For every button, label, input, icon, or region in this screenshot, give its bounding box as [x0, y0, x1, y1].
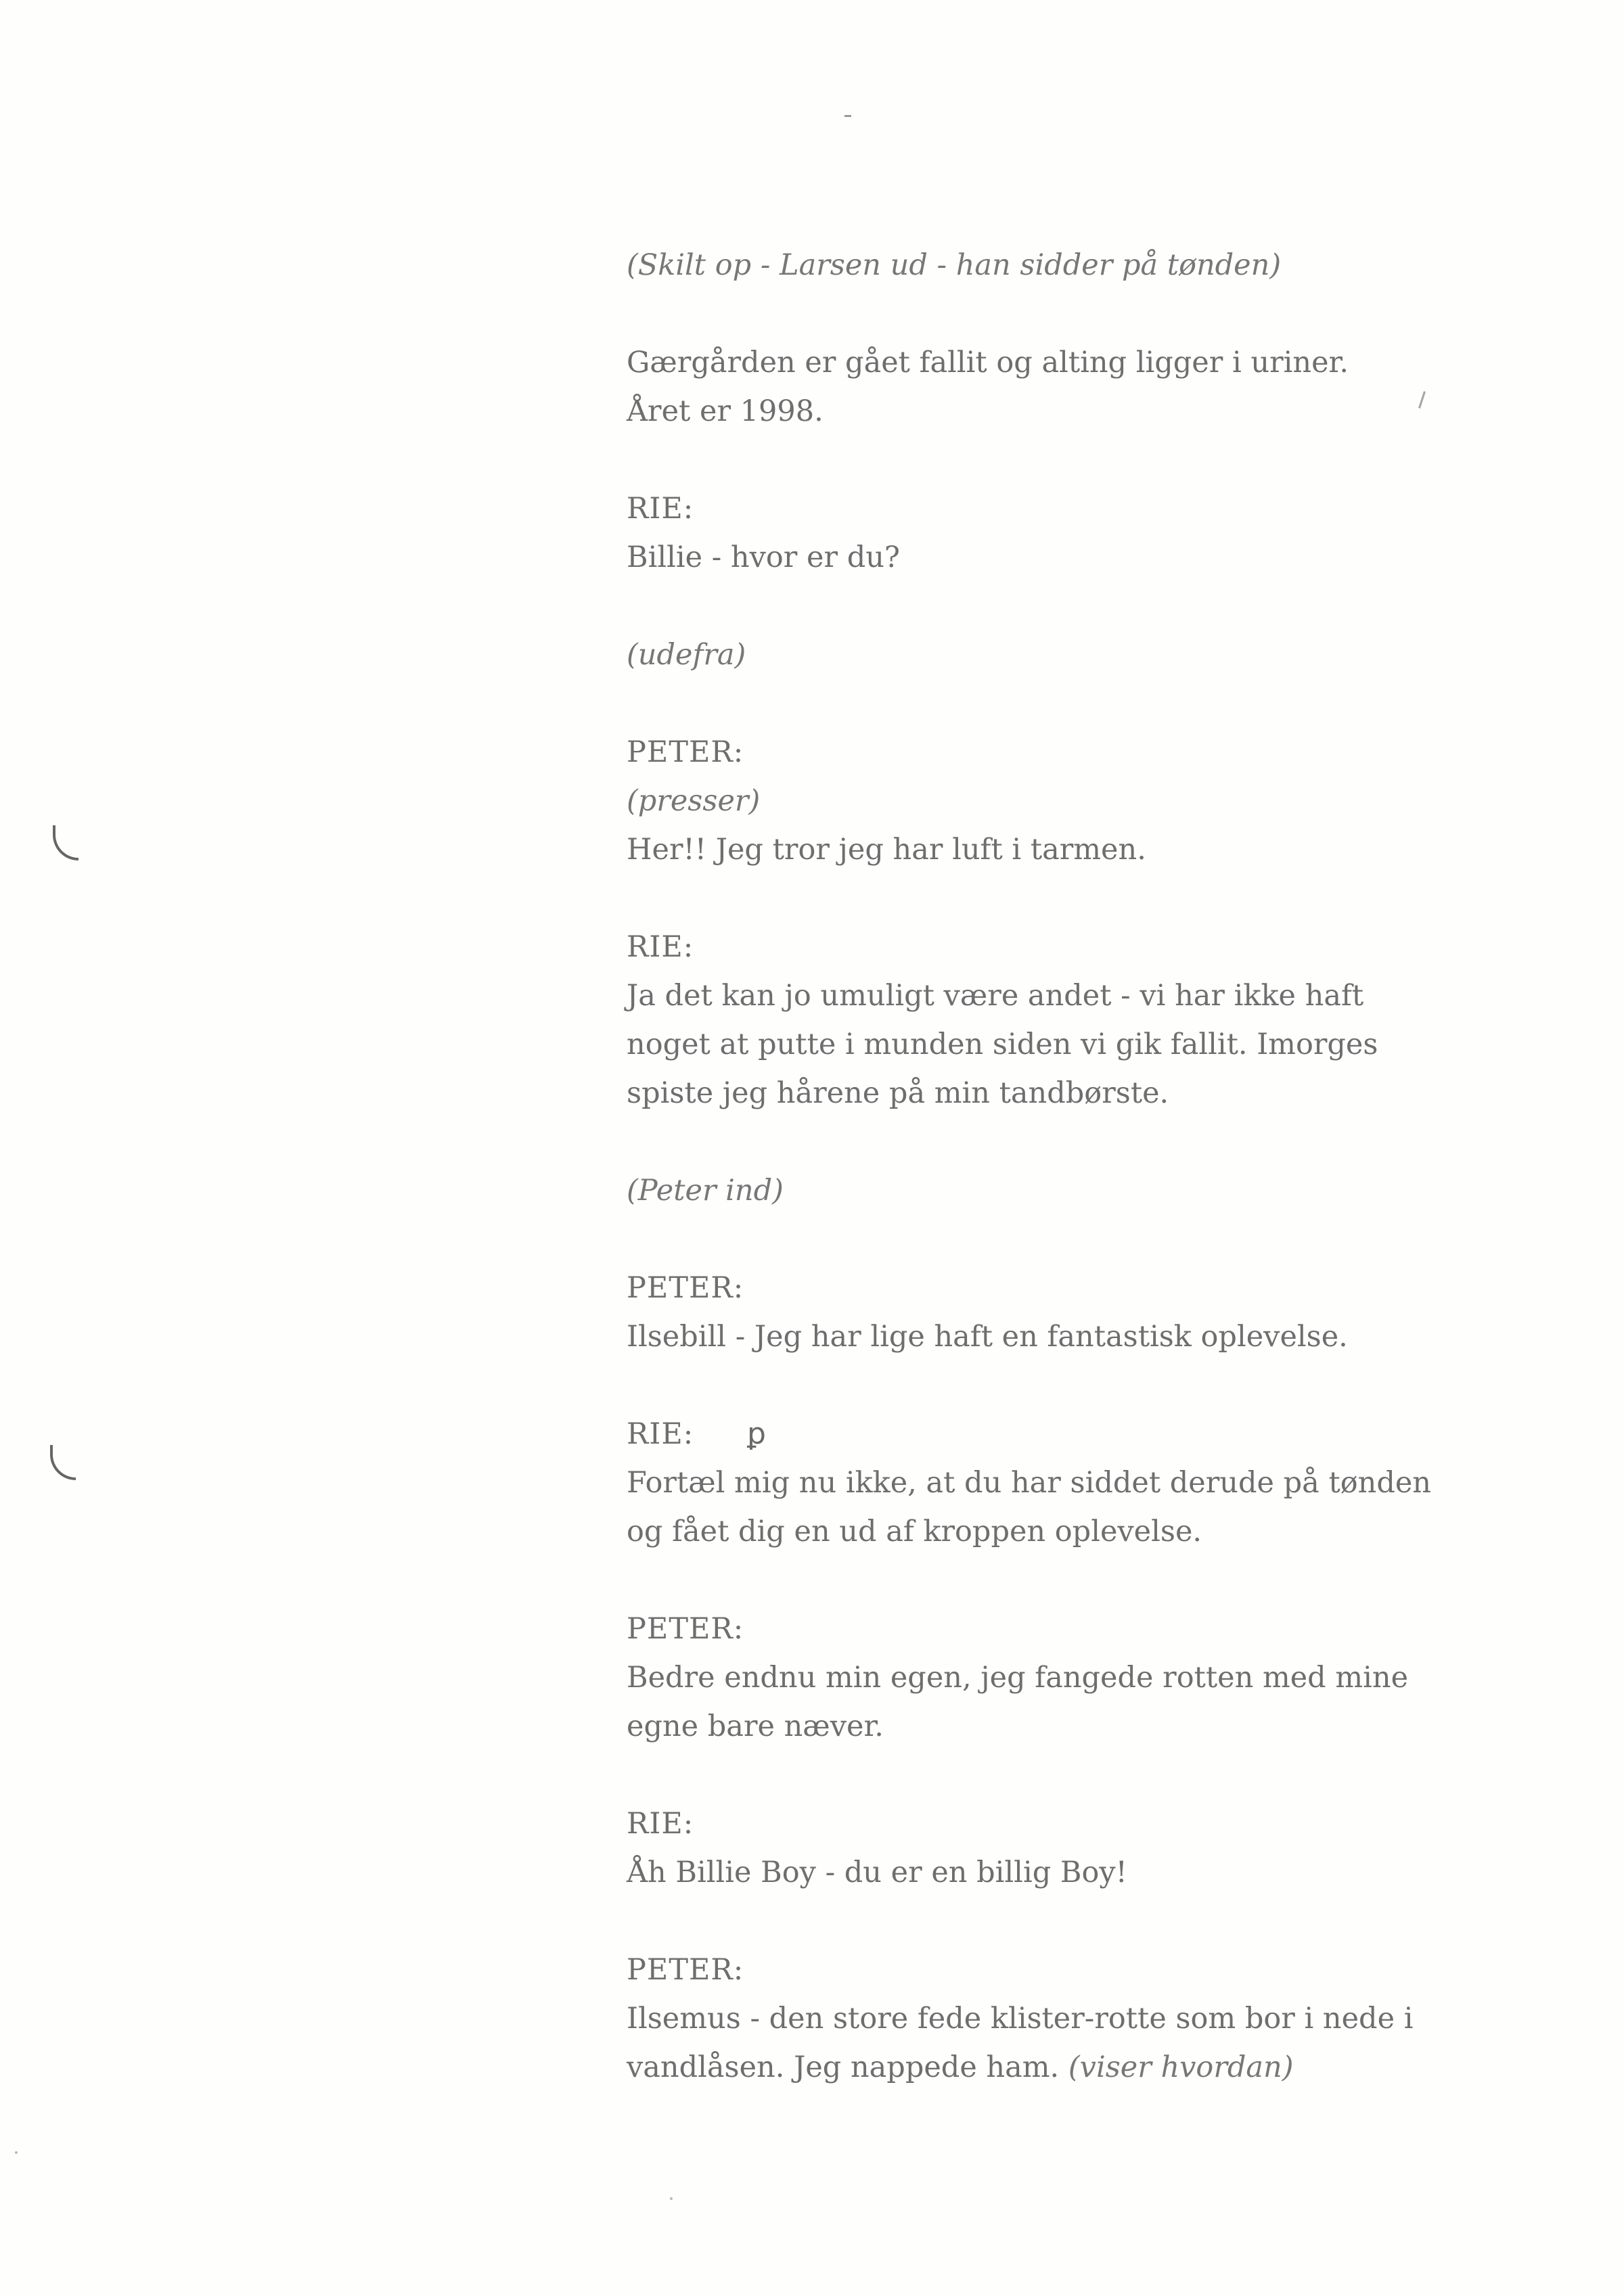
dialogue-line: Her!! Jeg tror jeg har luft i tarmen. — [627, 833, 1146, 867]
stage-direction — [627, 1166, 1506, 1215]
narration — [627, 338, 1506, 436]
speaker-name: PETER: — [627, 1271, 744, 1305]
dialogue-line: spiste jeg hårene på min tandbørste. — [627, 1076, 1169, 1110]
dialogue-line: noget at putte i munden siden vi gik fallit. Imorges — [627, 1028, 1378, 1061]
script-text — [627, 241, 1506, 2092]
stage-direction — [627, 241, 1506, 290]
parenthetical: (viser hvordan) — [1068, 2050, 1294, 2084]
handwritten-mark: ꝑ — [747, 1417, 766, 1451]
dialogue-line — [627, 2043, 1506, 2092]
dialogue-peter — [627, 1264, 1506, 1361]
dialogue-rie — [627, 1799, 1506, 1897]
speck — [15, 2151, 18, 2154]
dialogue-rie — [627, 1410, 1506, 1556]
dialogue-peter — [627, 1946, 1506, 2092]
speaker-name: PETER: — [627, 735, 744, 769]
stage-direction-line: (Skilt op - Larsen ud - han sidder på tønden) — [627, 248, 1282, 282]
stage-direction-line: (udefra) — [627, 638, 746, 672]
punch-hole — [50, 1445, 76, 1480]
dialogue-peter — [627, 728, 1506, 874]
dialogue-line: Bedre endnu min egen, jeg fangede rotten med mine — [627, 1661, 1409, 1695]
parenthetical: (presser) — [627, 784, 761, 818]
dialogue-line: Billie - hvor er du? — [627, 541, 900, 574]
dialogue-rie — [627, 484, 1506, 582]
dialogue-line: Fortæl mig nu ikke, at du har siddet derude på tønden — [627, 1466, 1431, 1500]
dialogue-line: Ilsebill - Jeg har lige haft en fantastisk oplevelse. — [627, 1320, 1348, 1354]
speaker-name: PETER: — [627, 1953, 744, 1987]
stage-direction-line: (Peter ind) — [627, 1174, 784, 1208]
speaker-name: RIE: — [627, 1807, 694, 1841]
narration-line: Gærgården er gået fallit og alting ligger i uriner. — [627, 346, 1349, 380]
dialogue-line: Åh Billie Boy - du er en billig Boy! — [627, 1856, 1127, 1889]
dialogue-line: Ilsemus - den store fede klister-rotte som bor i nede i — [627, 2002, 1414, 2036]
speaker-name: RIE: — [627, 492, 694, 526]
speaker-name: PETER: — [627, 1612, 744, 1646]
stray-mark — [844, 115, 851, 117]
punch-hole — [53, 825, 78, 860]
speaker-name: RIE: — [627, 1417, 694, 1451]
dialogue-line: egne bare næver. — [627, 1709, 884, 1743]
narration-line: Året er 1998. — [627, 394, 824, 428]
speaker-name: RIE: — [627, 930, 694, 964]
dialogue-rie — [627, 923, 1506, 1118]
speck — [670, 2197, 673, 2200]
dialogue-line: og fået dig en ud af kroppen oplevelse. — [627, 1515, 1202, 1548]
stage-direction — [627, 630, 1506, 679]
dialogue-line: Ja det kan jo umuligt være andet - vi har ikke haft — [627, 979, 1364, 1013]
dialogue-peter — [627, 1605, 1506, 1751]
dialogue-text: vandlåsen. Jeg nappede ham. — [627, 2050, 1060, 2084]
